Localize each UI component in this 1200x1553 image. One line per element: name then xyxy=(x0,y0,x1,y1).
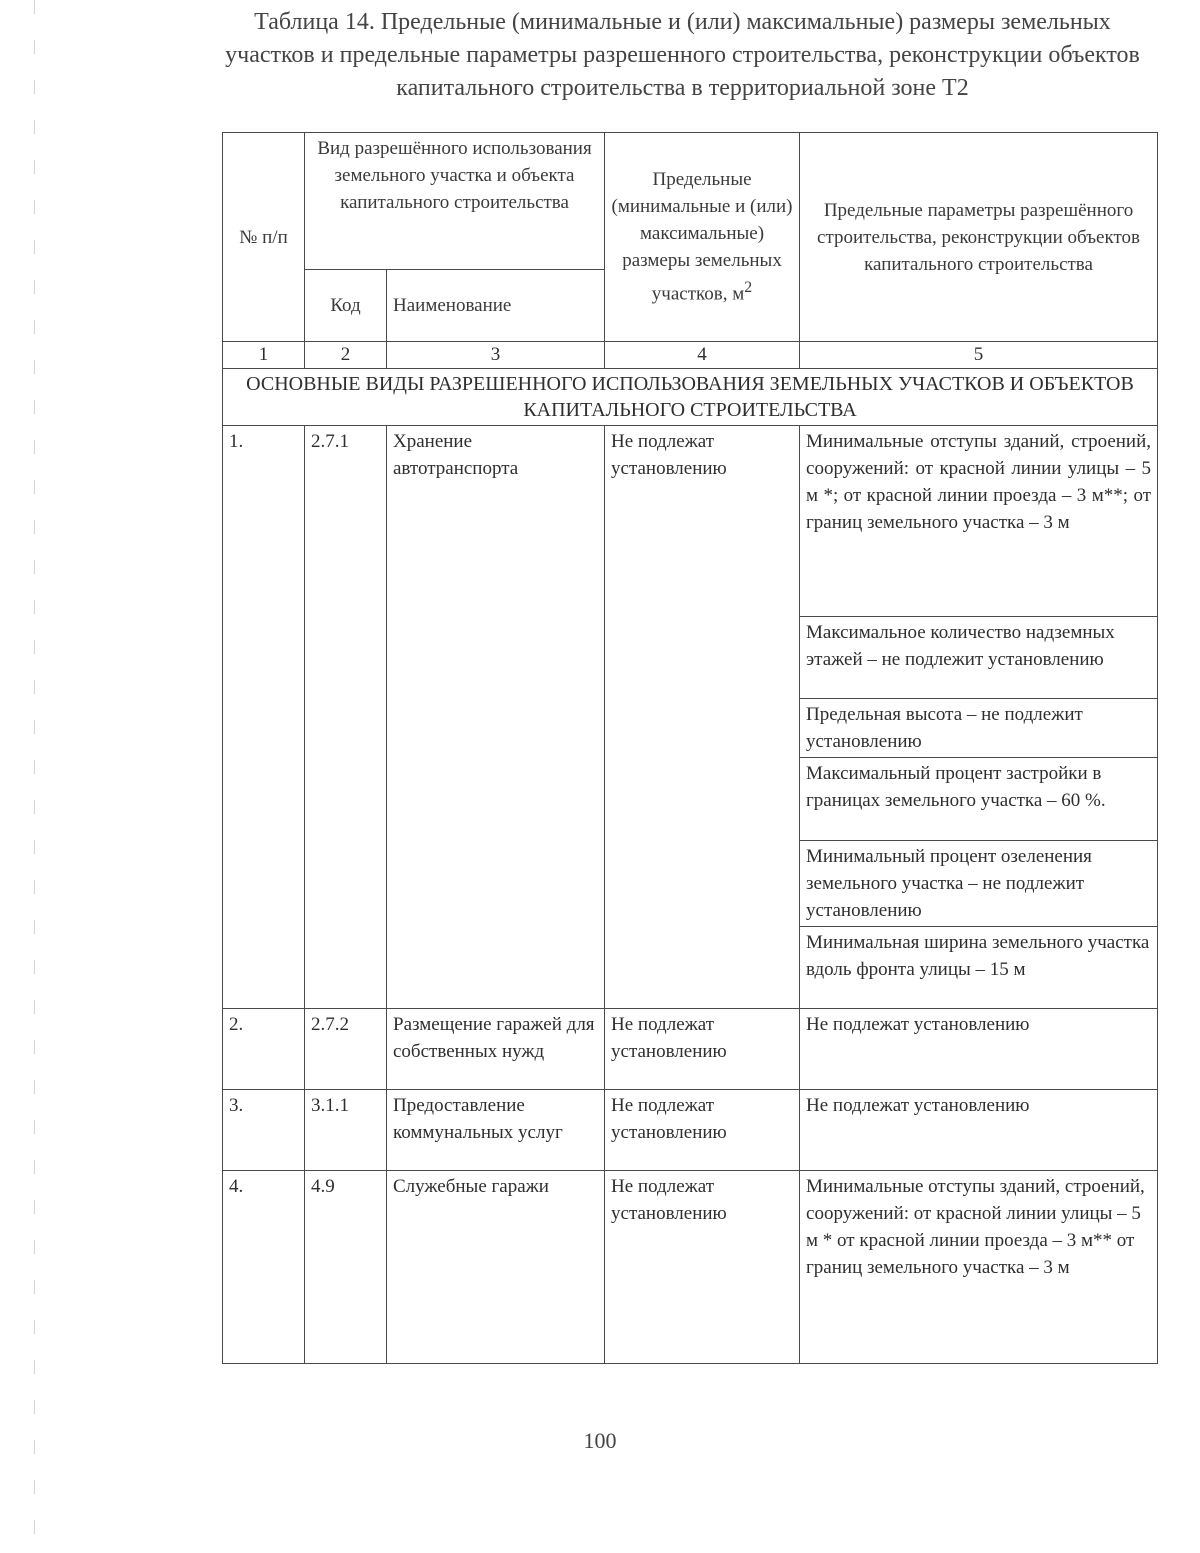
header-use-type: Вид разрешённого использования земельного участка и объекта капитального строительства xyxy=(305,133,605,270)
column-number: 3 xyxy=(387,342,605,369)
row-number: 1. xyxy=(223,426,305,1009)
row-code: 3.1.1 xyxy=(305,1090,387,1171)
row-param: Минимальный процент озеленения земельного участка – не подлежит установлению xyxy=(800,841,1158,927)
row-param: Не подлежат установлению xyxy=(800,1090,1158,1171)
page-number: 100 xyxy=(583,1428,617,1453)
row-param: Минимальная ширина земельного участка вдоль фронта улицы – 15 м xyxy=(800,927,1158,1009)
row-number: 4. xyxy=(223,1171,305,1364)
row-name: Размещение гаражей для собственных нужд xyxy=(387,1009,605,1090)
row-param: Максимальное количество надземных этажей – не подлежит установлению xyxy=(800,617,1158,699)
row-number: 3. xyxy=(223,1090,305,1171)
header-row-top xyxy=(223,133,1158,270)
table-row xyxy=(223,1009,1158,1090)
header-code: Код xyxy=(305,270,387,342)
section-row xyxy=(223,369,1158,426)
header-construction-params: Предельные параметры разрешённого строительства, реконструкции объектов капитального строительства xyxy=(800,133,1158,342)
column-number: 5 xyxy=(800,342,1158,369)
section-title: ОСНОВНЫЕ ВИДЫ РАЗРЕШЕННОГО ИСПОЛЬЗОВАНИЯ ЗЕМЕЛЬНЫХ УЧАСТКОВ И ОБЪЕКТОВ КАПИТАЛЬНОГО СТРОИТЕЛЬСТВА xyxy=(223,369,1158,426)
row-code: 4.9 xyxy=(305,1171,387,1364)
header-plot-sizes-unit-sup: 2 xyxy=(744,279,753,297)
row-plot-sizes: Не подлежат установлению xyxy=(605,1171,800,1364)
row-param: Максимальный процент застройки в границах земельного участка – 60 %. xyxy=(800,758,1158,841)
row-name: Предоставление коммунальных услуг xyxy=(387,1090,605,1171)
row-plot-sizes: Не подлежат установлению xyxy=(605,1009,800,1090)
column-number: 2 xyxy=(305,342,387,369)
header-name: Наименование xyxy=(387,270,605,342)
table-row xyxy=(223,426,1158,617)
row-param: Не подлежат установлению xyxy=(800,1009,1158,1090)
row-name: Служебные гаражи xyxy=(387,1171,605,1364)
table-row xyxy=(223,1171,1158,1364)
header-num: № п/п xyxy=(223,133,305,342)
column-number: 1 xyxy=(223,342,305,369)
row-param: Предельная высота – не подлежит установлению xyxy=(800,699,1158,758)
header-plot-sizes xyxy=(605,133,800,342)
row-plot-sizes: Не подлежат установлению xyxy=(605,1090,800,1171)
row-plot-sizes: Не подлежат установлению xyxy=(605,426,800,1009)
row-code: 2.7.1 xyxy=(305,426,387,1009)
column-number: 4 xyxy=(605,342,800,369)
row-param: Минимальные отступы зданий, строений, сооружений: от красной линии улицы – 5 м *; от красной линии проезда – 3 м**; от границ земельного участка – 3 м xyxy=(800,426,1158,617)
column-number-row xyxy=(223,342,1158,369)
row-name: Хранение автотранспорта xyxy=(387,426,605,1009)
table-row xyxy=(223,1090,1158,1171)
scan-edge-artifact xyxy=(34,0,35,1553)
row-code: 2.7.2 xyxy=(305,1009,387,1090)
zone-t2-table xyxy=(222,132,1158,1364)
table-caption: Таблица 14. Предельные (минимальные и (или) максимальные) размеры земельных участков и предельные параметры разрешенного строительства, реконструкции объектов капитального строительства в территориальной зоне Т2 xyxy=(225,9,1140,101)
row-number: 2. xyxy=(223,1009,305,1090)
header-plot-sizes-text: Предельные (минимальные и (или) максимальные) размеры земельных участков, м xyxy=(611,169,793,305)
row-param: Минимальные отступы зданий, строений, сооружений: от красной линии улицы – 5 м * от красной линии проезда – 3 м** от границ земельного участка – 3 м xyxy=(800,1171,1158,1364)
